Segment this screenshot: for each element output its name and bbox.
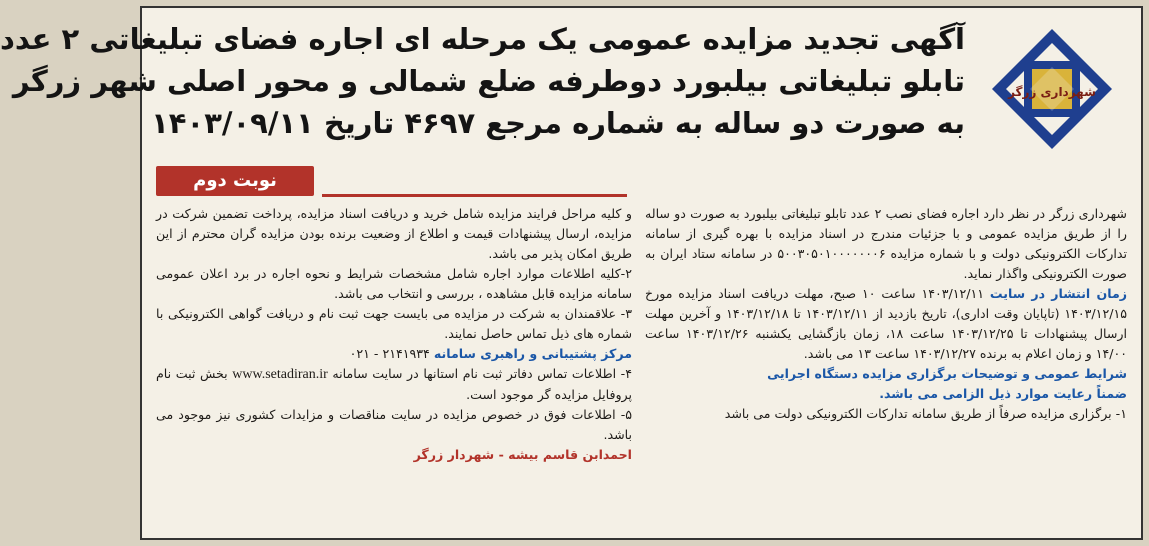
conditions-heading-2: ضمناً رعایت موارد ذیل الزامی می باشد.: [879, 386, 1127, 401]
p4-prefix: ۴- اطلاعات تماس دفاتر ثبت نام استانها در سایت سامانه: [332, 366, 632, 381]
support-line: [156, 344, 632, 364]
zargar-municipality-logo: [977, 26, 1127, 152]
title-line-2: تابلو تبلیغاتی بیلبورد دوطرفه ضلع شمالی و محور اصلی شهر زرگر: [12, 64, 965, 98]
setadiran-link[interactable]: www.setadiran.ir: [232, 367, 328, 382]
title-line-3: به صورت دو ساله به شماره مرجع ۴۶۹۷ تاریخ ۱۴۰۳/۰۹/۱۱: [151, 106, 965, 140]
intro-paragraph: شهرداری زرگر در نظر دارد اجاره فضای نصب ۲ عدد تابلو تبلیغاتی بیلبورد به صورت دو ساله را از طریق مزایده عمومی و با جزئیات مندرج در اسناد مزایده با بهره گیری از سامانه تدارکات الکترونیکی دولت و با شماره مزایده ۵۰۰۳۰۵۰۱۰۰۰۰۰۰۰۶ در سامانه ستاد ایران به صورت الکترونیکی واگذار نماید.: [645, 206, 1127, 281]
p4-suffix: بخش ثبت نام پروفایل مزایده گر موجود است.: [156, 366, 632, 402]
paragraph-2: ۲-کلیه اطلاعات موارد اجاره شامل مشخصات شرایط و نحوه اجاره در برد اعلان عمومی سامانه مزایده قابل مشاهده ، بررسی و انتخاب می باشد.: [156, 266, 632, 301]
title-line-1: آگهی تجدید مزایده عمومی یک مرحله ای اجاره فضای تبلیغاتی ۲ عدد: [0, 22, 965, 56]
notice-header: [0, 14, 1133, 160]
support-phone: ۲۱۴۱۹۳۴ - ۰۲۱: [349, 346, 430, 361]
paragraph-5: ۵- اطلاعات فوق در خصوص مزایده در سایت مناقصات و مزایدات کشوری نیز موجود می باشد.: [156, 407, 632, 442]
badge-divider: [322, 194, 627, 197]
round-badge: نوبت دوم: [156, 166, 314, 196]
conditions-heading-1: شرایط عمومی و توضیحات برگزاری مزایده دستگاه اجرایی: [767, 366, 1127, 381]
paragraph-4: [156, 364, 632, 405]
logo-text: شهرداری زرگر: [1008, 85, 1096, 99]
timing-text: ۱۴۰۳/۱۲/۱۱ ساعت ۱۰ صبح، مهلت دریافت اسناد مزایده مورخ ۱۴۰۳/۱۲/۱۵ (تاپایان وقت اداری)، تاریخ بازدید از ۱۴۰۳/۱۲/۱۱ تا ۱۴۰۳/۱۲/۱۸ و آخرین مهلت ارسال پیشنهادات تا ۱۴۰۳/۱۲/۲۵ ساعت ۱۸، زمان بازگشایی یکشنبه ۱۴۰۳/۱۲/۲۶ ساعت ۱۴/۰۰ و زمان اعلام به برنده ۱۴۰۳/۱۲/۲۷ ساعت ۱۳ می باشد.: [645, 286, 1128, 361]
timing-paragraph: [645, 284, 1127, 364]
left-column: [156, 204, 632, 465]
notice-title: [0, 18, 965, 144]
paragraph-1: و کلیه مراحل فرایند مزایده شامل خرید و دریافت اسناد مزایده، پرداخت تضمین شرکت در مزایده، ارسال پیشنهادات قیمت و اطلاع از وضعیت برنده بودن مزایده گران محترم از این طریق امکان پذیر می باشد.: [156, 206, 632, 261]
right-column: [645, 204, 1127, 424]
support-label: مرکز پشتیبانی و راهبری سامانه: [433, 346, 632, 361]
timing-label: زمان انتشار در سایت: [989, 286, 1127, 301]
condition-item-1: ۱- برگزاری مزایده صرفاً از طریق سامانه تدارکات الکترونیکی دولت می باشد: [724, 406, 1127, 421]
paragraph-3: ۳- علاقمندان به شرکت در مزایده می بایست جهت ثبت نام و دریافت گواهی الکترونیکی با شماره های ذیل تماس حاصل نمایند.: [156, 306, 632, 341]
newspaper-notice: [0, 6, 1143, 540]
mayor-signature: احمدابن قاسم بیشه - شهردار زرگر: [413, 447, 632, 462]
